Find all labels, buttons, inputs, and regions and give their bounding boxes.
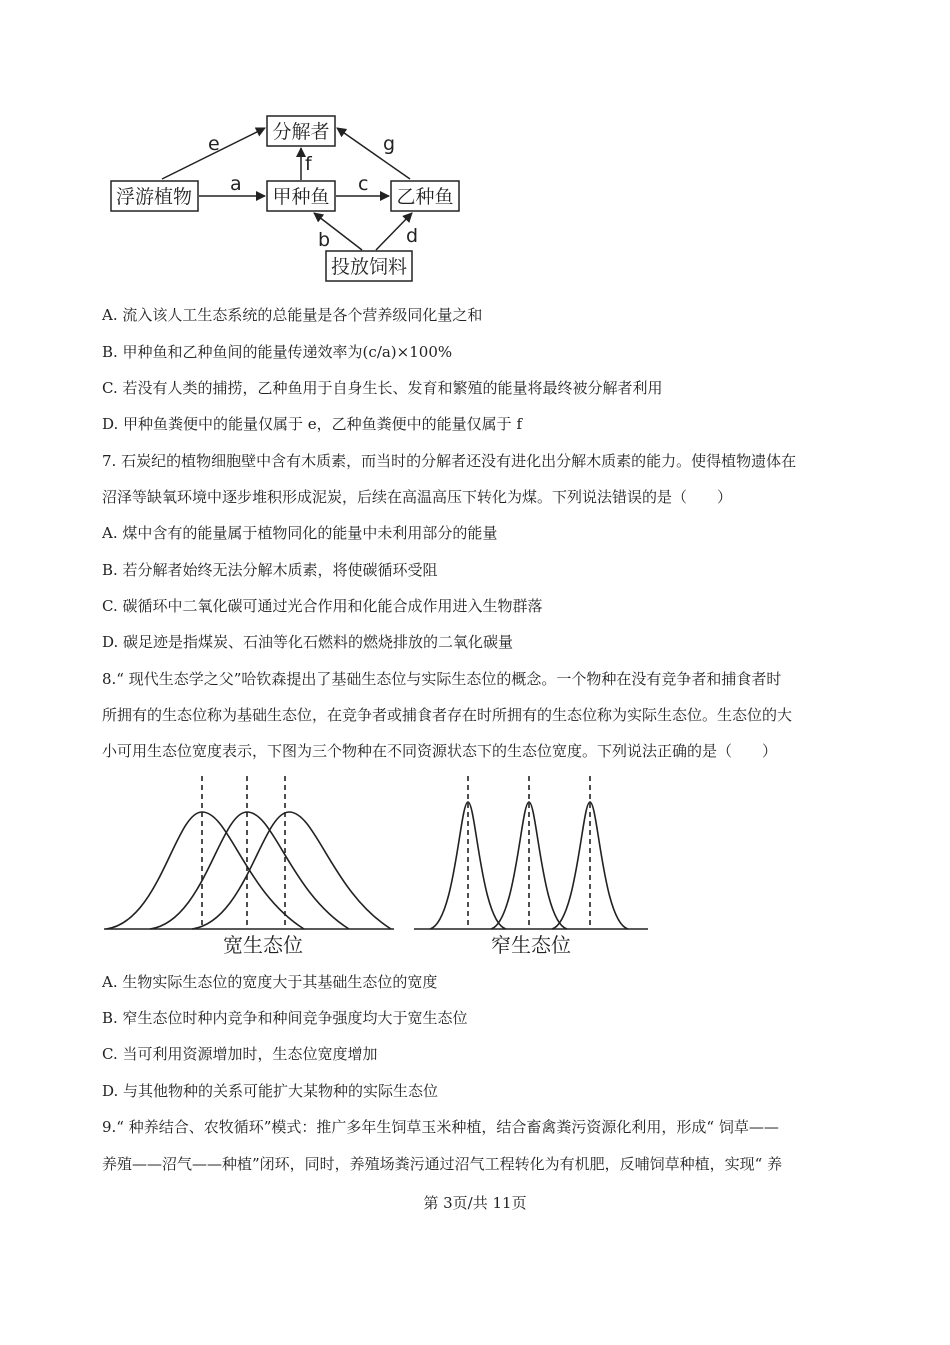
label-b: b: [318, 229, 331, 251]
feed-label: 投放饲料: [330, 256, 408, 278]
q7-option-a: A. 煤中含有的能量属于植物同化的能量中未利用部分的能量: [102, 524, 498, 542]
wide-curve-3: [192, 812, 391, 929]
q8-option-c: C. 当可利用资源增加时，生态位宽度增加: [102, 1045, 378, 1063]
label-e: e: [208, 133, 220, 155]
label-d: d: [406, 225, 419, 247]
wide-niche-label: 宽生态位: [223, 933, 303, 957]
q8-stem-line1: 8.“ 现代生态学之父”哈钦森提出了基础生态位与实际生态位的概念。一个物种在没有竞争者和捕食者时: [102, 670, 782, 688]
fish-a-label: 甲种鱼: [272, 186, 330, 208]
fish-b-label: 乙种鱼: [396, 186, 454, 208]
arrow-g: [337, 128, 410, 179]
q7-option-b: B. 若分解者始终无法分解木质素，将使碳循环受阻: [102, 561, 438, 579]
label-f: f: [305, 153, 312, 175]
q8-stem-line2: 所拥有的生态位称为基础生态位，在竞争者或捕食者存在时所拥有的生态位称为实际生态位。生态位的大: [102, 706, 793, 724]
q8-option-b: B. 窄生态位时种内竞争和种间竞争强度均大于宽生态位: [102, 1009, 468, 1027]
decomposer-label: 分解者: [272, 121, 330, 143]
q7-option-d: D. 碳足迹是指煤炭、石油等化石燃料的燃烧排放的二氧化碳量: [102, 633, 514, 651]
q9-stem-line2: 养殖——沼气——种植”闭环，同时，养殖场粪污通过沼气工程转化为有机肥，反哺饲草种植，实现“ 养: [102, 1155, 783, 1173]
label-g: g: [383, 133, 396, 155]
q9-stem-line1: 9.“ 种养结合、农牧循环”模式：推广多年生饲草玉米种植，结合畜禽粪污资源化利用，形成“ 饲草——: [102, 1118, 779, 1136]
food-web-diagram: [100, 100, 480, 290]
q7-stem-line1: 7. 石炭纪的植物细胞壁中含有木质素，而当时的分解者还没有进化出分解木质素的能力。使得植物遗体在: [102, 452, 797, 470]
q8-option-a: A. 生物实际生态位的宽度大于其基础生态位的宽度: [102, 973, 438, 991]
plankton-label: 浮游植物: [115, 186, 193, 208]
q7-stem-line2: 沼泽等缺氧环境中逐步堆积形成泥炭，后续在高温高压下转化为煤。下列说法错误的是（ ）: [102, 488, 733, 506]
wide-curve-1: [106, 812, 304, 929]
q7-option-c: C. 碳循环中二氧化碳可通过光合作用和化能合成作用进入生物群落: [102, 597, 543, 615]
q8-stem-line3: 小可用生态位宽度表示，下图为三个物种在不同资源状态下的生态位宽度。下列说法正确的是（ ）: [102, 742, 778, 760]
q8-option-d: D. 与其他物种的关系可能扩大某物种的实际生态位: [102, 1082, 439, 1100]
label-c: c: [358, 173, 369, 195]
q6-option-b: B. 甲种鱼和乙种鱼间的能量传递效率为(c/a)×100%: [102, 343, 453, 361]
niche-width-figure: [100, 772, 660, 962]
page-footer: 第 3页/共 11页: [423, 1194, 527, 1212]
label-a: a: [230, 173, 242, 195]
q6-option-a: A. 流入该人工生态系统的总能量是各个营养级同化量之和: [102, 306, 483, 324]
narrow-niche-label: 窄生态位: [491, 933, 571, 957]
q6-option-c: C. 若没有人类的捕捞，乙种鱼用于自身生长、发育和繁殖的能量将最终被分解者利用: [102, 379, 663, 397]
q6-option-d: D. 甲种鱼粪便中的能量仅属于 e，乙种鱼粪便中的能量仅属于 f: [102, 415, 522, 433]
